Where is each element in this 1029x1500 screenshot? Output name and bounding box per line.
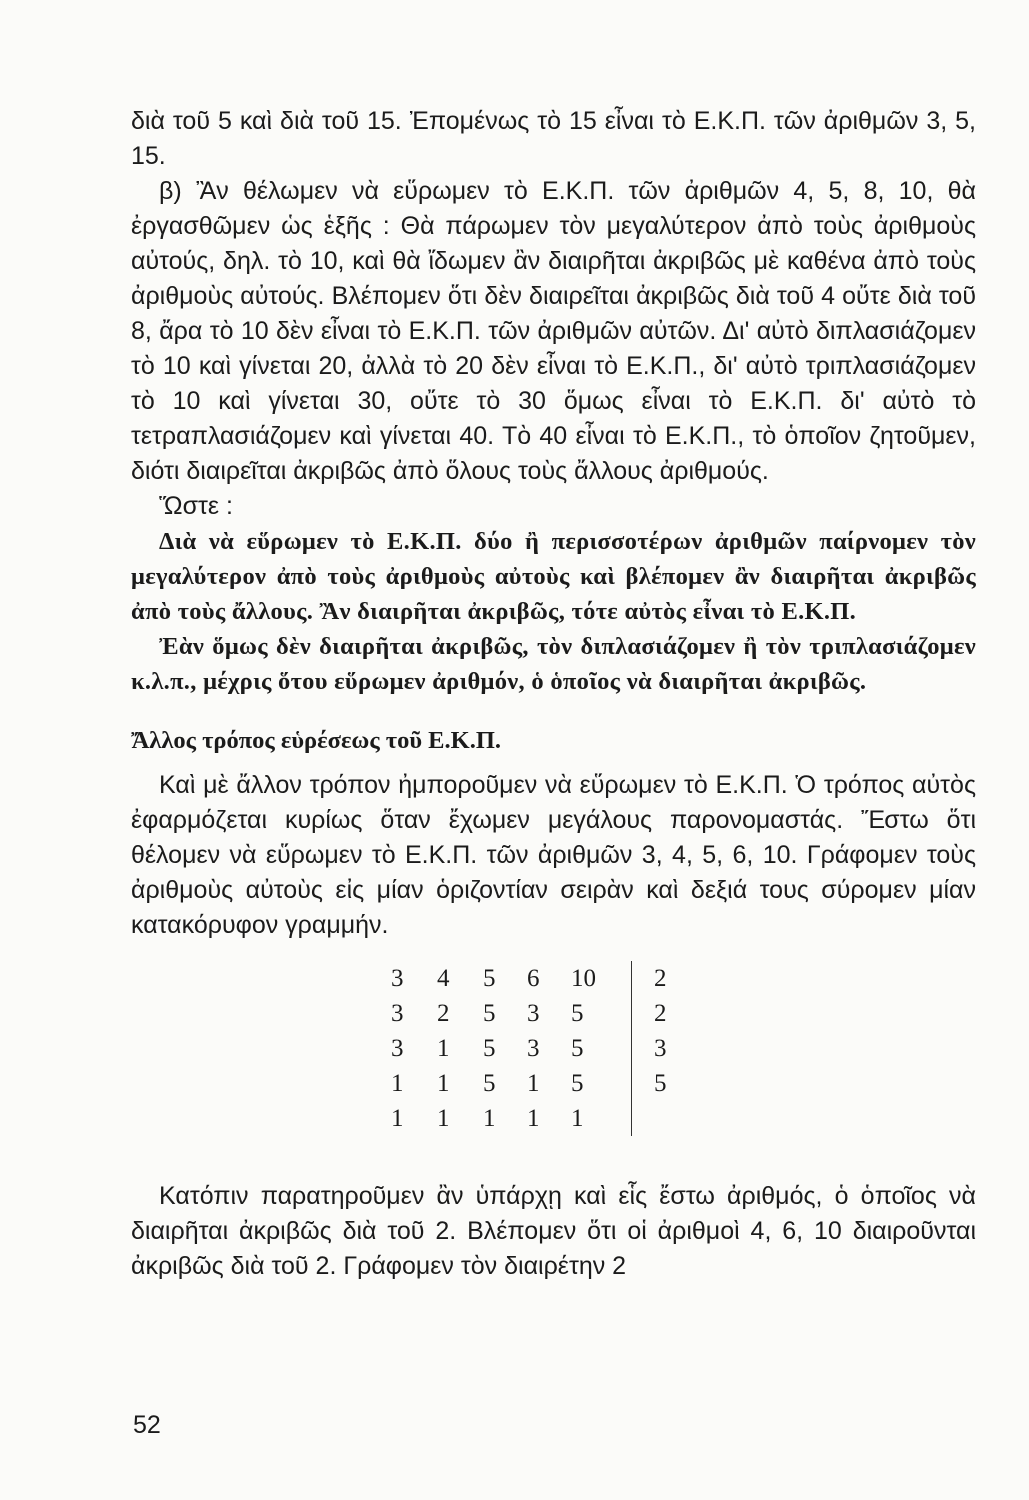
table-cell: 5: [483, 1035, 496, 1062]
divisor-cell: 2: [632, 996, 695, 1031]
table-cell: 1: [437, 1070, 450, 1097]
paragraph-method: Καὶ μὲ ἄλλον τρόπον ἠμποροῦμεν νὰ εὕρωμεν τὸ Ε.Κ.Π. Ὁ τρόπος αὐτὸς ἐφαρμόζεται κυρίως ὅταν ἔχωμεν μεγάλους παρονομαστάς. Ἔστω ὅτι θέλομεν νὰ εὕρωμεν τὸ Ε.Κ.Π. τῶν ἀριθμῶν 3, 4, 5, 6, 10. Γράφομεν τοὺς ἀριθμοὺς αὐτοὺς εἰς μίαν ὁριζοντίαν σειρὰν καὶ δεξιά τους σύρομεν μίαν κατακόρυφον γραμμήν.: [131, 771, 976, 939]
page-text: [131, 104, 976, 1284]
table-row: [391, 996, 694, 1031]
table-cell: 3: [391, 965, 404, 992]
table-cell: 3: [391, 1000, 404, 1027]
table-cell: 3: [391, 1035, 404, 1062]
table-cell: 1: [437, 1105, 450, 1132]
paragraph-conclusion-label: Ὥστε :: [159, 492, 233, 520]
table-cell: 1: [483, 1105, 496, 1132]
divisor-cell: 3: [632, 1031, 695, 1066]
divisor-cell: 5: [632, 1066, 695, 1101]
table-cell: 5: [571, 1070, 584, 1097]
table-cell: 1: [527, 1105, 540, 1132]
table-row: [391, 961, 694, 996]
table-cell: 6: [527, 965, 540, 992]
table-row: [391, 1101, 694, 1136]
paragraph-example-b: β) Ἂν θέλωμεν νὰ εὕρωμεν τὸ Ε.Κ.Π. τῶν ἀριθμῶν 4, 5, 8, 10, θὰ ἐργασθῶμεν ὡς ἑξῆς : Θὰ πάρωμεν τὸν μεγαλύτερον ἀπὸ τοὺς ἀριθμοὺς αὐτούς, δηλ. τὸ 10, καὶ θὰ ἴδωμεν ἂν διαιρῆται ἀκριβῶς μὲ καθένα ἀπὸ τοὺς ἀριθμοὺς αὐτούς. Βλέπομεν ὅτι δὲν διαιρεῖται ἀκριβῶς διὰ τοῦ 4 οὔτε διὰ τοῦ 8, ἄρα τὸ 10 δὲν εἶναι τὸ Ε.Κ.Π. τῶν ἀριθμῶν αὐτῶν. Δι' αὐτὸ διπλασιάζομεν τὸ 10 καὶ γίνεται 20, ἀλλὰ τὸ 20 δὲν εἶναι τὸ Ε.Κ.Π., δι' αὐτὸ τριπλασιάζομεν τὸ 10 καὶ γίνεται 30, οὔτε τὸ 30 ὅμως εἶναι τὸ Ε.Κ.Π. δι' αὐτὸ τὸ τετραπλασιάζομεν καὶ γίνεται 40. Τὸ 40 εἶναι τὸ Ε.Κ.Π., τὸ ὁποῖον ζητοῦμεν, διότι διαιρεῖται ἀκριβῶς ἀπὸ ὅλους τοὺς ἄλλους ἀριθμούς.: [131, 177, 976, 485]
table-cell: 1: [571, 1105, 584, 1132]
table-cell: 1: [527, 1070, 540, 1097]
table-row: [391, 1031, 694, 1066]
division-table-wrapper: [131, 961, 976, 1175]
table-cell: 5: [483, 1000, 496, 1027]
table-cell: 3: [527, 1000, 540, 1027]
table-cell: 1: [391, 1105, 404, 1132]
paragraph-continuation: διὰ τοῦ 5 καὶ διὰ τοῦ 15. Ἐπομένως τὸ 15 εἶναι τὸ Ε.Κ.Π. τῶν ἀριθμῶν 3, 5, 15.: [131, 107, 976, 170]
table-row: [391, 1066, 694, 1101]
section-heading: Ἄλλος τρόπος εὑρέσεως τοῦ Ε.Κ.Π.: [131, 727, 502, 754]
table-cell: 1: [391, 1070, 404, 1097]
divisor-cell: 2: [632, 961, 695, 996]
table-cell: 3: [527, 1035, 540, 1062]
divisor-cell: [632, 1101, 695, 1136]
rule-paragraph-2: Ἐὰν ὅμως δὲν διαιρῆται ἀκριβῶς, τὸν διπλασιάζομεν ἢ τὸν τριπλασιάζομεν κ.λ.π., μέχρις ὅτου εὕρωμεν ἀριθμόν, ὁ ὁποῖος νὰ διαιρῆται ἀκριβῶς.: [131, 633, 976, 695]
paragraph-after-table: Κατόπιν παρατηροῦμεν ἂν ὑπάρχῃ καὶ εἷς ἔστω ἀριθμός, ὁ ὁποῖος νὰ διαιρῆται ἀκριβῶς διὰ τοῦ 2. Βλέπομεν ὅτι οἱ ἀριθμοὶ 4, 6, 10 διαιροῦνται ἀκριβῶς διὰ τοῦ 2. Γράφομεν τὸν διαιρέτην 2: [131, 1182, 976, 1280]
table-cell: 4: [437, 965, 450, 992]
division-table: [391, 961, 694, 1136]
table-cell: 1: [437, 1035, 450, 1062]
table-cell: 5: [571, 1035, 584, 1062]
page-number: 52: [133, 1411, 161, 1439]
table-cell: 10: [571, 965, 596, 992]
table-cell: 5: [483, 965, 496, 992]
table-cell: 5: [483, 1070, 496, 1097]
rule-paragraph-1: Διὰ νὰ εὕρωμεν τὸ Ε.Κ.Π. δύο ἢ περισσοτέρων ἀριθμῶν παίρνομεν τὸν μεγαλύτερον ἀπὸ τοὺς ἀριθμοὺς αὐτοὺς καὶ βλέπομεν ἂν διαιρῆται ἀκριβῶς ἀπὸ τοὺς ἄλλους. Ἂν διαιρῆται ἀκριβῶς, τότε αὐτὸς εἶναι τὸ Ε.Κ.Π.: [131, 528, 976, 625]
table-cell: 2: [437, 1000, 450, 1027]
table-cell: 5: [571, 1000, 584, 1027]
